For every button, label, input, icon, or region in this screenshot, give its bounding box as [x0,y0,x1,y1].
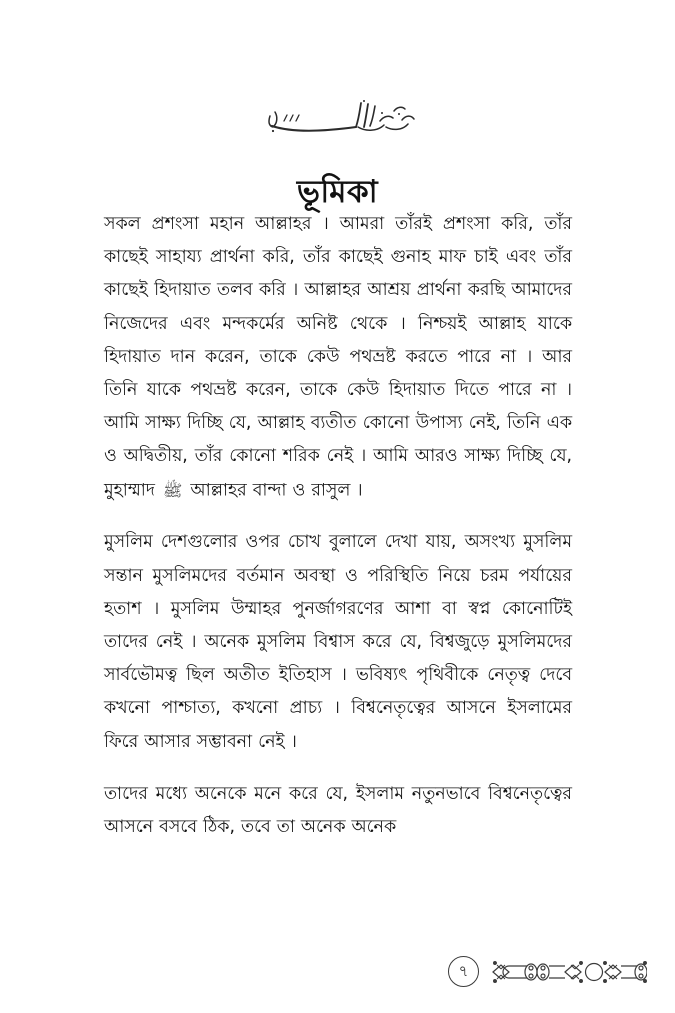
paragraph: সকল প্রশংসা মহান আল্লাহর । আমরা তাঁরই প্রশংসা করি, তাঁর কাছেই সাহায্য প্রার্থনা করি, তাঁর কাছেই গুনাহ মাফ চাই এবং তাঁর কাছেই হিদায়াত তলব করি । আল্লাহর আশ্রয় প্রার্থনা করছি আমাদের নিজেদের এবং মন্দকর্মের অনিষ্ট থেকে । নিশ্চয়ই আল্লাহ যাকে হিদায়াত দান করেন, তাকে কেউ পথভ্রষ্ট করতে পারে না । আর তিনি যাকে পথভ্রষ্ট করেন, তাকে কেউ হিদায়াত দিতে পারে না । আমি সাক্ষ্য দিচ্ছি যে, আল্লাহ ব্যতীত কোনো উপাস্য নেই, তিনি এক ও অদ্বিতীয়, তাঁর কোনো শরিক নেই । আমি আরও সাক্ষ্য দিচ্ছি যে, মুহাম্মাদ ﷺ আল্লাহর বান্দা ও রাসুল । [104,208,572,507]
bismillah-calligraphy-icon [260,96,416,138]
page-title: ভূমিকা [296,173,379,210]
page-footer [448,956,647,987]
paragraph: তাদের মধ্যে অনেকে মনে করে যে, ইসলাম নতুনভাবে বিশ্বনেতৃত্বের আসনে বসবে ঠিক, তবে তা অনেক অনেক [104,783,572,838]
body-text-column [104,208,572,844]
salawat-icon: ﷺ [162,480,183,500]
bismillah-header [0,96,675,138]
paragraph: মুসলিম দেশগুলোর ওপর চোখ বুলালে দেখা যায়, অসংখ্য মুসলিম সন্তান মুসলিমদের বর্তমান অবস্থা ও পরিস্থিতি নিয়ে চরম পর্যায়ের হতাশ । মুসলিম উম্মাহর পুনর্জাগরণের আশা বা স্বপ্ন কোনোটিই তাদের নেই । অনেক মুসলিম বিশ্বাস করে যে, বিশ্বজুড়ে মুসলিমদের সার্বভৌমত্ব ছিল অতীত ইতিহাস । ভবিষ্যৎ পৃথিবীকে নেতৃত্ব দেবে কখনো পাশ্চাত্য, কখনো প্রাচ্য । বিশ্বনেতৃত্বের আসনে ইসলামের ফিরে আসার সম্ভাবনা নেই । [104,532,572,752]
page-number: ৭ [448,956,479,987]
decorative-ornament-icon [489,957,647,987]
